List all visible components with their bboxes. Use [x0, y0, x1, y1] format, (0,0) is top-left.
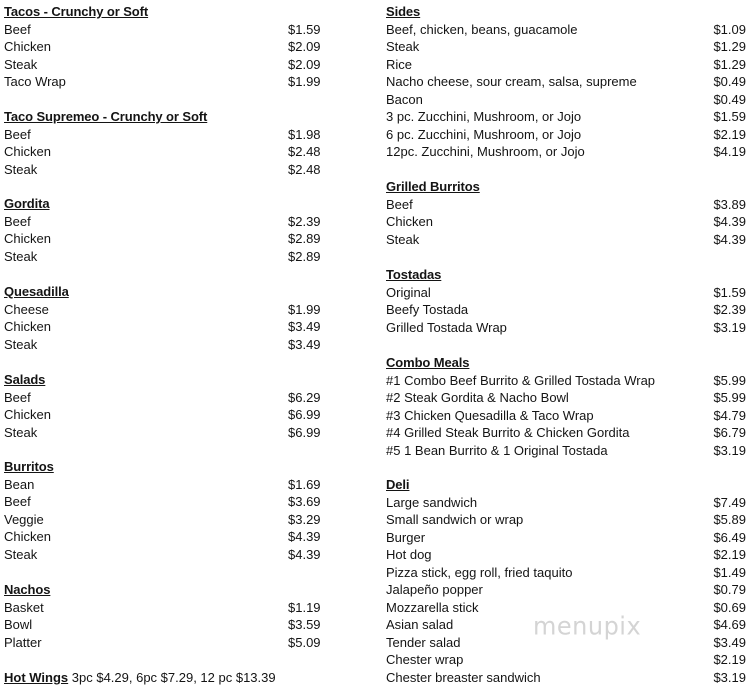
menu-item — [4, 599, 324, 617]
item-price: $3.49 — [713, 634, 746, 650]
item-name: #3 Chicken Quesadilla & Taco Wrap — [386, 407, 594, 423]
menu-item — [386, 511, 746, 529]
item-name: Chicken — [4, 231, 51, 246]
item-price: $1.99 — [288, 74, 321, 89]
hot-wings-title: Hot Wings — [4, 670, 69, 685]
menu-item — [386, 126, 746, 144]
item-name: Steak — [386, 39, 420, 54]
section-title: Gordita — [4, 196, 50, 211]
menu-item — [4, 476, 324, 494]
section-title: Tacos - Crunchy or Soft — [4, 4, 149, 19]
item-price: $1.59 — [288, 21, 321, 37]
menu-section-deli — [386, 476, 746, 686]
menu-item — [4, 73, 324, 91]
item-price: $3.19 — [713, 319, 746, 335]
item-name: Rice — [386, 56, 413, 72]
item-name: 12pc. Zucchini, Mushroom, or Jojo — [386, 144, 585, 159]
section-title: Taco Supremeo - Crunchy or Soft — [4, 109, 208, 124]
item-name: #5 1 Bean Burrito & 1 Original Tostada — [386, 442, 608, 458]
menu-item — [386, 319, 746, 337]
item-price: $2.19 — [713, 547, 746, 562]
item-price: $4.39 — [713, 231, 746, 247]
menu-item — [386, 73, 746, 91]
item-price: $2.48 — [288, 144, 321, 159]
item-name: Nacho cheese, sour cream, salsa, supreme — [386, 74, 637, 89]
item-price: $6.99 — [288, 407, 321, 422]
item-name: Burger — [386, 529, 426, 545]
menu-item — [386, 529, 746, 547]
item-name: Beef — [4, 389, 31, 405]
menu-section-combo-meals — [386, 354, 746, 459]
menu-item — [386, 91, 746, 109]
menu-section-grilled-burritos — [386, 178, 746, 248]
item-name: Bacon — [386, 91, 423, 107]
menu-item — [4, 546, 324, 564]
menu-item — [386, 372, 746, 390]
item-price: $6.29 — [288, 389, 321, 405]
item-price: $1.59 — [713, 284, 746, 300]
section-title: Sides — [386, 4, 421, 19]
menu-item — [4, 424, 324, 442]
menu-section-taco-supremeo-crunchy-or-soft — [4, 108, 324, 178]
menu-item — [4, 318, 324, 336]
menu-section-gordita — [4, 195, 324, 265]
menu-item — [4, 528, 324, 546]
item-price: $2.89 — [288, 231, 321, 246]
menu-section-salads — [4, 371, 324, 441]
item-price: $3.49 — [288, 336, 321, 352]
section-title: Salads — [4, 372, 46, 387]
menu-item — [4, 230, 324, 248]
item-price: $4.39 — [713, 214, 746, 229]
watermark-logo: menupix — [533, 611, 642, 641]
item-price: $4.19 — [713, 144, 746, 159]
item-price: $2.09 — [288, 39, 321, 54]
menu-section-quesadilla — [4, 283, 324, 353]
item-name: Hot dog — [386, 547, 432, 562]
item-name: Steak — [4, 424, 38, 440]
menu-item — [4, 56, 324, 74]
item-price: $1.49 — [713, 564, 746, 580]
item-name: Basket — [4, 599, 44, 615]
item-name: Chicken — [4, 39, 51, 54]
item-name: Cheese — [4, 301, 49, 317]
menu-item — [4, 213, 324, 231]
menu-item — [386, 651, 746, 669]
item-name: Tender salad — [386, 634, 461, 650]
item-name: Steak — [4, 336, 38, 352]
item-price: $4.69 — [713, 617, 746, 632]
menu-item — [386, 546, 746, 564]
hot-wings-prices: 3pc $4.29, 6pc $7.29, 12 pc $13.39 — [68, 670, 276, 685]
item-price: $2.09 — [288, 56, 321, 72]
menu-item — [4, 511, 324, 529]
item-price: $4.39 — [288, 529, 321, 544]
menu-item — [386, 196, 746, 214]
menu-item — [386, 424, 746, 442]
item-name: Beef — [386, 196, 413, 212]
item-name: Chester breaster sandwich — [386, 669, 541, 685]
item-name: Beef — [4, 494, 31, 509]
item-name: Beef, chicken, beans, guacamole — [386, 21, 578, 37]
item-name: Small sandwich or wrap — [386, 512, 524, 527]
section-title: Combo Meals — [386, 355, 470, 370]
menu-item — [386, 231, 746, 249]
menu-item — [386, 56, 746, 74]
menu-item — [386, 442, 746, 460]
menu-item — [386, 301, 746, 319]
menu-item — [386, 284, 746, 302]
item-price: $1.98 — [288, 126, 321, 142]
item-name: Steak — [386, 231, 420, 247]
menu-section-tacos-crunchy-or-soft — [4, 3, 324, 91]
menu-item — [4, 389, 324, 407]
menu-item — [386, 38, 746, 56]
item-price: $1.59 — [713, 109, 746, 124]
item-name: Asian salad — [386, 617, 454, 632]
item-name: #2 Steak Gordita & Nacho Bowl — [386, 390, 569, 405]
hot-wings-line — [4, 669, 276, 687]
section-title: Deli — [386, 477, 410, 492]
menu-section-nachos — [4, 581, 324, 651]
item-price: $2.39 — [288, 213, 321, 229]
item-price: $5.99 — [713, 390, 746, 405]
item-name: Veggie — [4, 511, 44, 527]
item-name: Bean — [4, 476, 35, 492]
item-price: $0.79 — [713, 582, 746, 597]
menu-item — [386, 581, 746, 599]
item-name: Chicken — [4, 144, 51, 159]
item-price: $4.79 — [713, 407, 746, 423]
item-name: Grilled Tostada Wrap — [386, 319, 507, 335]
menu-item — [4, 248, 324, 266]
item-name: Steak — [4, 56, 38, 72]
menu-item — [4, 161, 324, 179]
item-price: $1.09 — [713, 21, 746, 37]
item-name: Bowl — [4, 617, 33, 632]
item-name: Chicken — [4, 319, 51, 334]
item-price: $3.69 — [288, 494, 321, 509]
item-name: Platter — [4, 634, 42, 650]
item-price: $3.19 — [713, 442, 746, 458]
item-name: Large sandwich — [386, 494, 478, 510]
menu-item — [4, 493, 324, 511]
section-title: Nachos — [4, 582, 51, 597]
menu-item — [4, 143, 324, 161]
item-price: $3.89 — [713, 196, 746, 212]
item-price: $6.79 — [713, 425, 746, 440]
item-name: #4 Grilled Steak Burrito & Chicken Gordita — [386, 425, 630, 440]
item-price: $2.19 — [713, 126, 746, 142]
item-price: $5.09 — [288, 634, 321, 650]
item-price: $1.29 — [713, 56, 746, 72]
item-name: Steak — [4, 546, 38, 562]
item-price: $2.19 — [713, 652, 746, 667]
item-name: Steak — [4, 161, 38, 177]
menu-section-tostadas — [386, 266, 746, 336]
item-price: $1.29 — [713, 39, 746, 54]
item-price: $1.19 — [288, 599, 321, 615]
section-title: Quesadilla — [4, 284, 69, 299]
item-price: $3.29 — [288, 511, 321, 527]
menu-item — [4, 634, 324, 652]
item-price: $0.49 — [713, 91, 746, 107]
menu-section-burritos — [4, 458, 324, 563]
menu-item — [386, 407, 746, 425]
menu-item — [386, 564, 746, 582]
menu-item — [4, 406, 324, 424]
menu-section-sides — [386, 3, 746, 161]
item-name: Beef — [4, 21, 31, 37]
item-name: Original — [386, 284, 431, 300]
menu-item — [386, 143, 746, 161]
menu-item — [4, 21, 324, 39]
item-price: $6.99 — [288, 424, 321, 440]
section-title: Tostadas — [386, 267, 442, 282]
menu-item — [386, 669, 746, 687]
item-name: Steak — [4, 248, 38, 264]
item-name: Chicken — [4, 529, 51, 544]
item-name: Pizza stick, egg roll, fried taquito — [386, 564, 573, 580]
section-title: Burritos — [4, 459, 54, 474]
item-price: $2.48 — [288, 161, 321, 177]
item-price: $0.69 — [713, 599, 746, 615]
item-price: $4.39 — [288, 546, 321, 562]
item-price: $2.39 — [713, 302, 746, 317]
item-name: Beefy Tostada — [386, 302, 469, 317]
item-name: Chester wrap — [386, 652, 464, 667]
item-price: $5.99 — [713, 372, 746, 388]
item-name: Beef — [4, 126, 31, 142]
item-name: Chicken — [386, 214, 433, 229]
menu-item — [4, 301, 324, 319]
item-price: $3.59 — [288, 617, 321, 632]
item-name: Chicken — [4, 407, 51, 422]
menu-item — [4, 126, 324, 144]
menu-item — [4, 616, 324, 634]
item-name: #1 Combo Beef Burrito & Grilled Tostada Wrap — [386, 372, 656, 388]
item-price: $0.49 — [713, 74, 746, 89]
item-price: $7.49 — [713, 494, 746, 510]
item-name: 6 pc. Zucchini, Mushroom, or Jojo — [386, 126, 582, 142]
item-price: $2.89 — [288, 248, 321, 264]
item-price: $3.49 — [288, 319, 321, 334]
section-title: Grilled Burritos — [386, 179, 480, 194]
item-price: $1.69 — [288, 476, 321, 492]
item-name: Beef — [4, 213, 31, 229]
menu-item — [4, 336, 324, 354]
item-price: $6.49 — [713, 529, 746, 545]
item-name: Mozzarella stick — [386, 599, 479, 615]
item-price: $5.89 — [713, 512, 746, 527]
item-name: 3 pc. Zucchini, Mushroom, or Jojo — [386, 109, 582, 124]
menu-item — [4, 38, 324, 56]
menu-item — [386, 21, 746, 39]
item-name: Jalapeño popper — [386, 582, 483, 597]
menu-item — [386, 389, 746, 407]
item-price: $1.99 — [288, 301, 321, 317]
item-name: Taco Wrap — [4, 74, 66, 89]
menu-item — [386, 494, 746, 512]
menu-item — [386, 108, 746, 126]
item-price: $3.19 — [713, 669, 746, 685]
menu-item — [386, 213, 746, 231]
